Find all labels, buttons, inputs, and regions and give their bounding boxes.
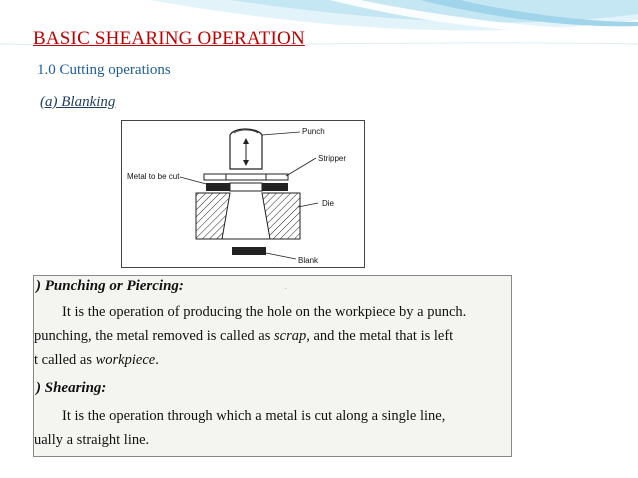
section-subtitle: 1.0 Cutting operations bbox=[37, 62, 171, 78]
die-shape bbox=[196, 193, 300, 239]
label-stripper: Stripper bbox=[318, 154, 347, 163]
blank-shape bbox=[232, 247, 266, 255]
stripper-shape bbox=[204, 174, 288, 180]
punching-line-1: It is the operation of producing the hole on the workpiece by a punch. bbox=[62, 304, 467, 320]
blanking-heading: (a) Blanking bbox=[40, 94, 116, 110]
punching-heading: ) Punching or Piercing: bbox=[36, 278, 184, 294]
label-punch: Punch bbox=[302, 127, 325, 136]
label-metal: Metal to be cut bbox=[127, 172, 180, 181]
label-die: Die bbox=[322, 199, 335, 208]
shearing-heading: ) Shearing: bbox=[36, 380, 107, 396]
slide-title: BASIC SHEARING OPERATION bbox=[33, 28, 305, 49]
scanned-text-excerpt: · ) Punching or Piercing: It is the operation of producing the hole on the workpiece by a punch. punching, the metal removed is called as scrap, and the metal that is left t called as workpiece. ) Shearing: It is the operation through which a metal is cut along a single line, ually a straight line. bbox=[33, 275, 512, 457]
punching-line-2: punching, the metal removed is called as scrap, and the metal that is left bbox=[34, 328, 454, 344]
blanking-diagram bbox=[121, 120, 365, 268]
shearing-line-2: ually a straight line. bbox=[34, 432, 150, 448]
shearing-line-1: It is the operation through which a metal is cut along a single line, bbox=[62, 408, 446, 424]
metal-strip bbox=[206, 183, 288, 191]
punch-shape bbox=[230, 129, 262, 169]
punching-line-3: t called as workpiece. bbox=[34, 352, 159, 368]
label-blank: Blank bbox=[298, 256, 319, 265]
